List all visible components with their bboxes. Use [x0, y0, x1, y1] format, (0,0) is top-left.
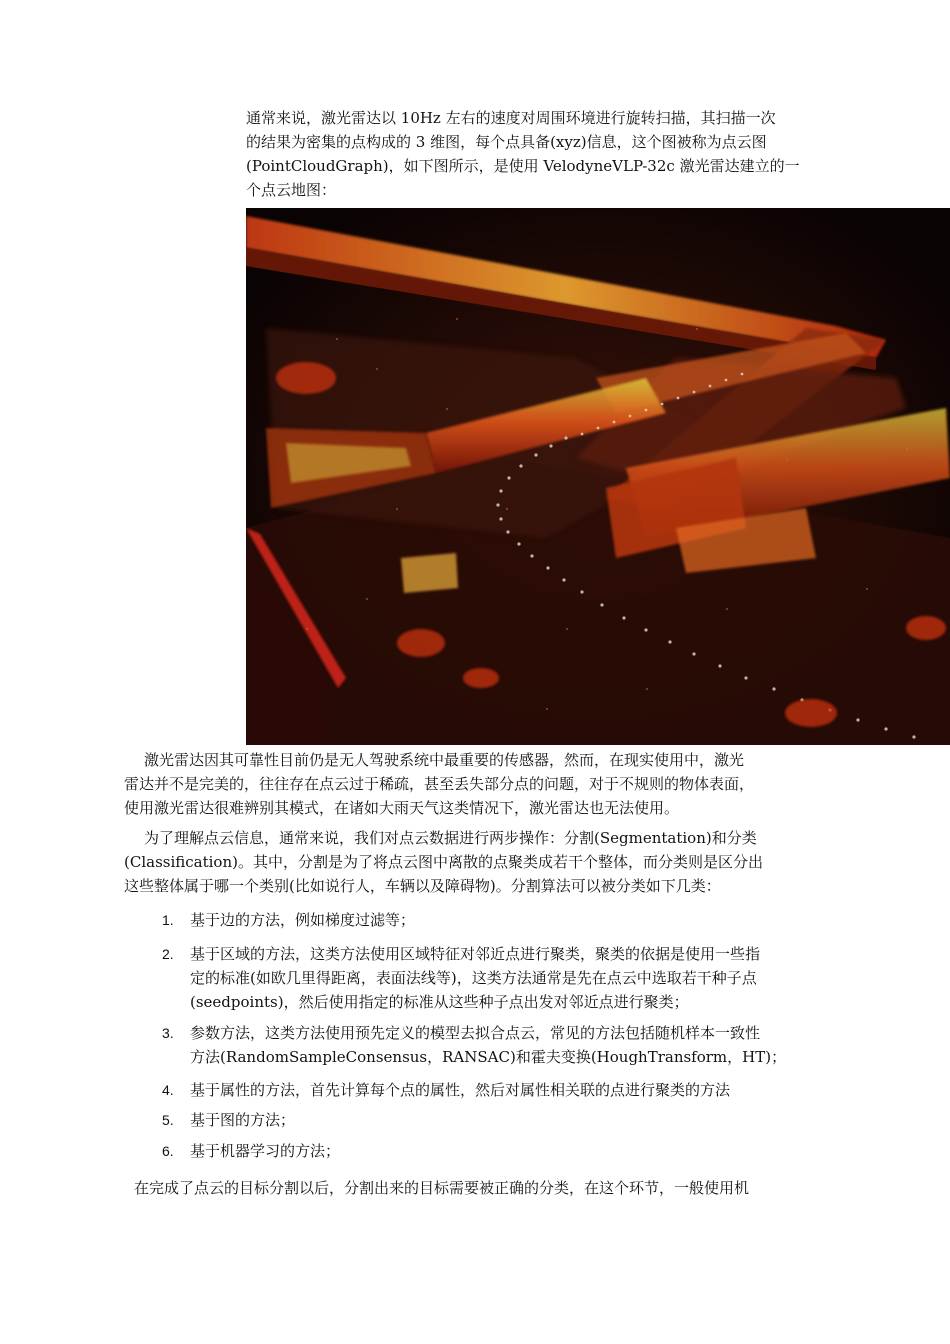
intro-paragraph — [246, 106, 846, 202]
text-line: 基于机器学习的方法； — [190, 1142, 341, 1160]
text-line: 使用激光雷达很难辨别其模式，在诸如大雨天气这类情况下，激光雷达也无法使用。 — [124, 799, 680, 817]
text-line: 通常来说，激光雷达以 10Hz 左右的速度对周围环境进行旋转扫描，其扫描一次 — [246, 109, 776, 127]
text-line: (PointCloudGraph)，如下图所示，是使用 VelodyneVLP-32c 激光雷达建立的一 — [246, 157, 800, 175]
text-line: 在完成了点云的目标分割以后，分割出来的目标需要被正确的分类，在这个环节，一般使用机 — [134, 1179, 750, 1197]
list-text — [190, 942, 760, 1014]
text-line: 雷达并不是完美的，往往存在点云过于稀疏，甚至丢失部分点的问题，对于不规则的物体表面， — [124, 775, 755, 793]
text-line: 基于区域的方法，这类方法使用区域特征对邻近点进行聚类，聚类的依据是使用一些指 — [190, 945, 761, 963]
text-line: 基于属性的方法，首先计算每个点的属性，然后对属性相关联的点进行聚类的方法 — [190, 1081, 731, 1099]
list-number: 1. — [162, 912, 174, 928]
reliability-paragraph — [124, 748, 844, 820]
text-line: (seedpoints)，然后使用指定的标准从这些种子点出发对邻近点进行聚类； — [190, 993, 689, 1011]
point-cloud-map-image — [246, 208, 950, 745]
list-text — [190, 1108, 295, 1132]
text-line: 基于边的方法，例如梯度过滤等； — [190, 911, 416, 929]
list-number: 3. — [162, 1025, 174, 1041]
text-line: 参数方法，这类方法使用预先定义的模型去拟合点云，常见的方法包括随机样本一致性 — [190, 1024, 761, 1042]
classification-paragraph — [134, 1176, 844, 1200]
list-number: 2. — [162, 946, 174, 962]
list-number: 5. — [162, 1112, 174, 1128]
list-text — [190, 1078, 730, 1102]
list-text — [190, 1139, 340, 1163]
text-line: 这些整体属于哪一个类别(比如说行人，车辆以及障碍物)。分割算法可以被分类如下几类： — [124, 877, 721, 895]
text-line: (Classification)。其中，分割是为了将点云图中离散的点聚类成若干个整体，而分类则是区分出 — [124, 853, 763, 871]
list-text — [190, 908, 415, 932]
list-number: 6. — [162, 1143, 174, 1159]
list-text — [190, 1021, 786, 1069]
text-line: 的结果为密集的点构成的 3 维图，每个点具备(xyz)信息，这个图被称为点云图 — [246, 133, 767, 151]
text-line: 定的标准(如欧几里得距离，表面法线等)，这类方法通常是先在点云中选取若干种子点 — [190, 969, 757, 987]
list-number: 4. — [162, 1082, 174, 1098]
text-line: 激光雷达因其可靠性目前仍是无人驾驶系统中最重要的传感器，然而，在现实使用中，激光 — [144, 751, 745, 769]
text-line: 方法(RandomSampleConsensus，RANSAC)和霍夫变换(HoughTransform，HT)； — [190, 1048, 787, 1066]
text-line: 基于图的方法； — [190, 1111, 296, 1129]
text-line: 为了理解点云信息，通常来说，我们对点云数据进行两步操作：分割(Segmentation)和分类 — [144, 829, 757, 847]
segmentation-paragraph — [124, 826, 844, 898]
text-line: 个点云地图： — [246, 181, 337, 199]
